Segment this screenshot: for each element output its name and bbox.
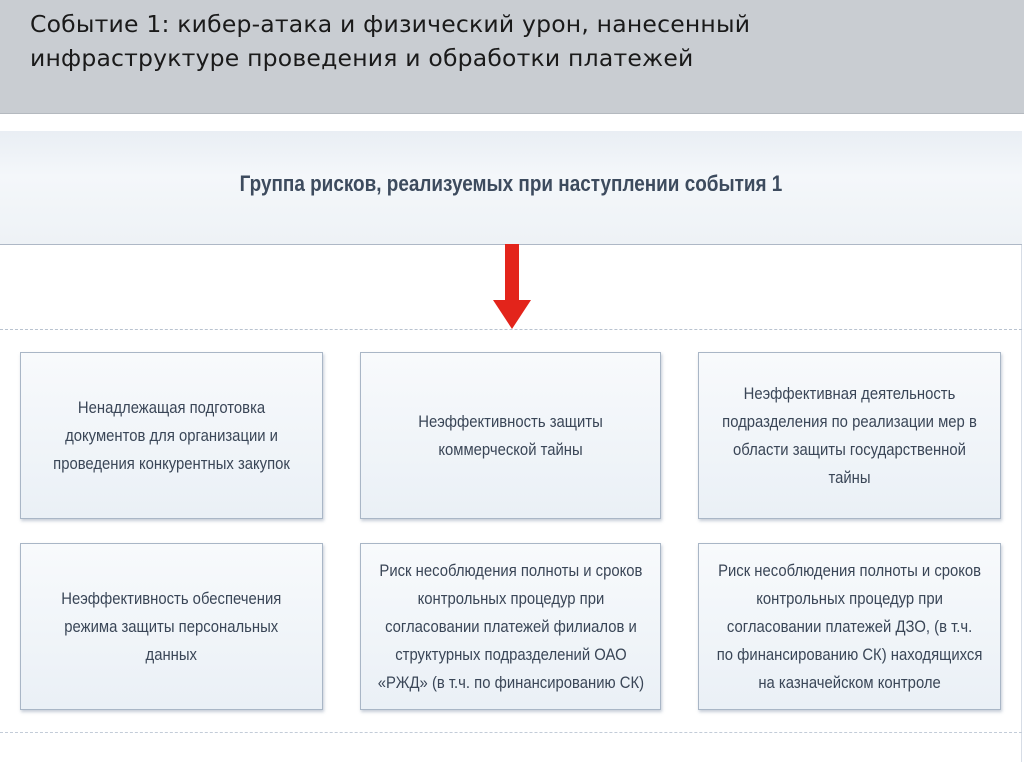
risk-box-label: Ненадлежащая подготовка документов для организации и проведения конкурентных закупок xyxy=(53,398,290,473)
risk-box-subsidiary-payments xyxy=(698,543,1001,710)
risk-box-branch-payments xyxy=(360,543,661,710)
title-bar xyxy=(0,0,1024,114)
risk-box-state-secret xyxy=(698,352,1001,519)
risk-box-label: Неэффективность обеспечения режима защиты персональных данных xyxy=(61,589,282,664)
risk-box-personal-data xyxy=(20,543,323,710)
down-arrow-icon xyxy=(492,244,532,330)
divider-line xyxy=(0,329,1022,330)
risk-box-label: Неэффективность защиты коммерческой тайны xyxy=(418,412,603,459)
bottom-divider-line xyxy=(0,732,1022,733)
risk-box-label: Риск несоблюдения полноты и сроков контрольных процедур при согласовании платежей ДЗО, (в т.ч. по финансированию СК) находящихся на казначейском контроле xyxy=(716,561,983,692)
risk-box-commercial-secret xyxy=(360,352,661,519)
slide-title: Событие 1: кибер-атака и физический урон, нанесенный инфраструктуре проведения и обработки платежей xyxy=(30,10,751,72)
risk-box-procurement-documents xyxy=(20,352,323,519)
risk-box-label: Риск несоблюдения полноты и сроков контрольных процедур при согласовании платежей филиалов и структурных подразделений ОАО «РЖД» (в т.ч. по финансированию СК) xyxy=(377,561,644,692)
group-title: Группа рисков, реализуемых при наступлении события 1 xyxy=(239,171,783,196)
risk-box-label: Неэффективная деятельность подразделения по реализации мер в области защиты государственной тайны xyxy=(722,384,977,487)
